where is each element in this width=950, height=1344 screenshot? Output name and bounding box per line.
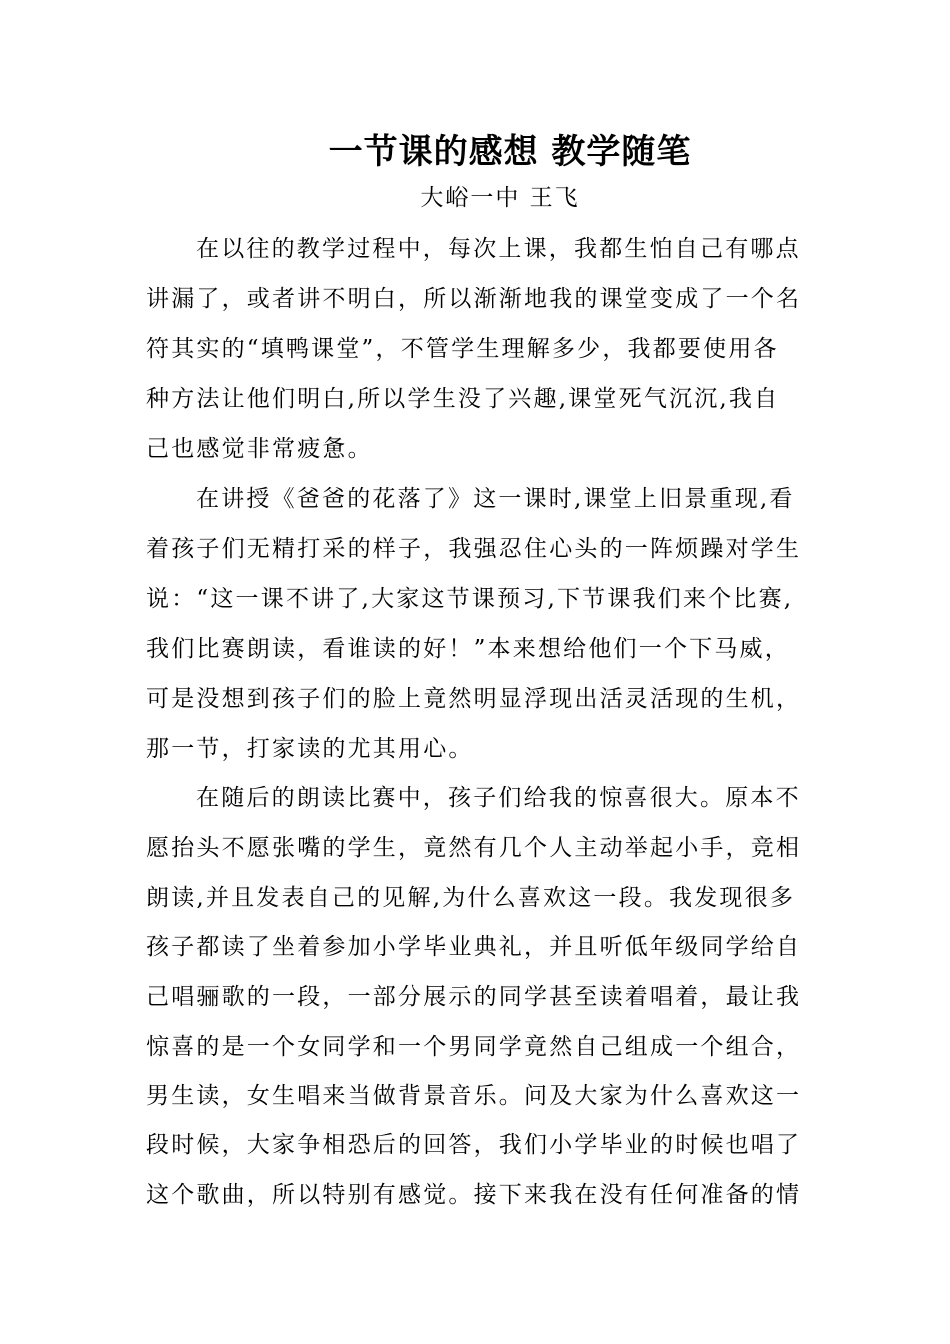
paragraph-3-line-2: 愿抬头不愿张嘴的学生，竟然有几个人主动举起小手，竞相 [146, 835, 802, 861]
paragraph-3-line-3: 朗读,并且发表自己的见解,为什么喜欢这一段。我发现很多 [146, 885, 796, 911]
paragraph-2-line-1: 在讲授《爸爸的花落了》这一课时,课堂上旧景重现,看 [196, 486, 795, 512]
paragraph-2-line-5: 可是没想到孩子们的脸上竟然明显浮现出活灵活现的生机， [146, 686, 802, 712]
paragraph-2-line-3: 说：“这一课不讲了,大家这节课预习,下节课我们来个比赛, [146, 586, 794, 612]
paragraph-3-line-8: 段时候，大家争相恐后的回答，我们小学毕业的时候也唱了 [146, 1132, 802, 1158]
paragraph-3-line-1: 在随后的朗读比赛中，孩子们给我的惊喜很大。原本不 [196, 785, 801, 811]
document-title: 一节课的感想 教学随笔 [328, 132, 692, 172]
paragraph-3-line-7: 男生读，女生唱来当做背景音乐。问及大家为什么喜欢这一 [146, 1083, 802, 1109]
document-author: 大峪一中 王飞 [420, 185, 580, 211]
paragraph-1-line-1: 在以往的教学过程中，每次上课，我都生怕自己有哪点 [196, 236, 801, 262]
paragraph-1-line-3: 符其实的“填鸭课堂”，不管学生理解多少，我都要使用各 [146, 336, 779, 362]
paragraph-3-line-6: 惊喜的是一个女同学和一个男同学竟然自己组成一个组合， [146, 1034, 802, 1060]
paragraph-1-line-5: 己也感觉非常疲惫。 [146, 436, 373, 462]
paragraph-2-line-6: 那一节，打家读的尤其用心。 [146, 736, 474, 762]
paragraph-1-line-2: 讲漏了，或者讲不明白，所以渐渐地我的课堂变成了一个名 [146, 286, 802, 312]
paragraph-2-line-2: 着孩子们无精打采的样子，我强忍住心头的一阵烦躁对学生 [146, 536, 802, 562]
paragraph-1-line-4: 种方法让他们明白,所以学生没了兴趣,课堂死气沉沉,我自 [146, 386, 780, 412]
paragraph-3-line-4: 孩子都读了坐着参加小学毕业典礼，并且听低年级同学给自 [146, 934, 802, 960]
paragraph-3-line-5: 己唱骊歌的一段，一部分展示的同学甚至读着唱着，最让我 [146, 984, 802, 1010]
paragraph-2-line-4: 我们比赛朗读，看谁读的好！”本来想给他们一个下马威， [146, 636, 790, 662]
paragraph-3-line-9: 这个歌曲，所以特别有感觉。接下来我在没有任何准备的情 [146, 1182, 802, 1208]
